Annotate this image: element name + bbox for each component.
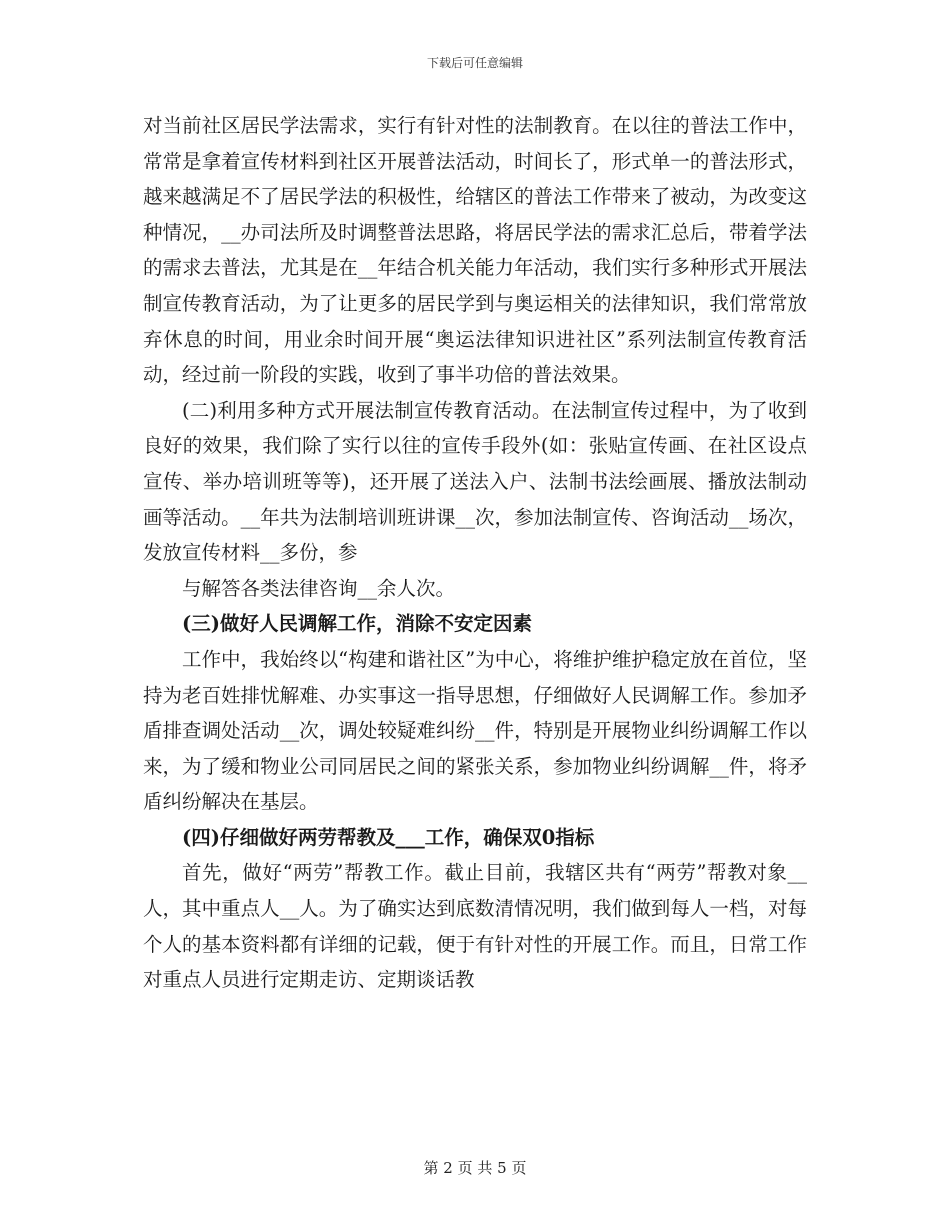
paragraph-1: 对当前社区居民学法需求，实行有针对性的法制教育。在以往的普法工作中，常常是拿着宣传材料到社区开展普法活动，时间长了，形式单一的普法形式，越来越满足不了居民学法的积极性，给辖区的普法工作带来了被动，为改变这种情况，__办司法所及时调整普法思路，将居民学法的需求汇总后，带着学法的需求去普法，尤其是在__年结合机关能力年活动，我们实行多种形式开展法制宣传教育活动，为了让更多的居民学到与奥运相关的法律知识，我们常常放弃休息的时间，用业余时间开展“奥运法律知识进社区”系列法制宣传教育活动，经过前一阶段的实践，收到了事半功倍的普法效果。 [143,114,807,387]
page-number: 第 2 页 共 5 页 [423,1159,527,1177]
section-heading-3: (三)做好人民调解工作，消除不安定因素 [182,612,532,636]
section-heading-4: (四)仔细做好两劳帮教及___工作，确保双0指标 [182,825,595,849]
paragraph-2: (二)利用多种方式开展法制宣传教育活动。在法制宣传过程中，为了收到良好的效果，我们除了实行以往的宣传手段外(如：张贴宣传画、在社区设点宣传、举办培训班等等)，还开展了送法入户、法制书法绘画展、播放法制动画等活动。__年共为法制培训班讲课__次，参加法制宣传、咨询活动__场次，发放宣传材料__多份，参 [143,398,807,565]
header-note: 下载后可任意编辑 [426,56,523,70]
paragraph-3: 与解答各类法律咨询__余人次。 [182,576,456,600]
paragraph-5: 首先，做好“两劳”帮教工作。截止目前，我辖区共有“两劳”帮教对象__人，其中重点人__人。为了确实达到底数清情况明，我们做到每人一档，对每个人的基本资料都有详细的记载，便于有针对性的开展工作。而且，日常工作对重点人员进行定期走访、定期谈话教 [143,861,807,992]
paragraph-4: 工作中，我始终以“构建和谐社区”为中心，将维护维护稳定放在首位，坚持为老百姓排忧解难、办实事这一指导思想，仔细做好人民调解工作。参加矛盾排查调处活动__次，调处较疑难纠纷__件，特别是开展物业纠纷调解工作以来，为了缓和物业公司同居民之间的紧张关系，参加物业纠纷调解__件，将矛盾纠纷解决在基层。 [143,647,807,814]
document-body [143,108,807,998]
